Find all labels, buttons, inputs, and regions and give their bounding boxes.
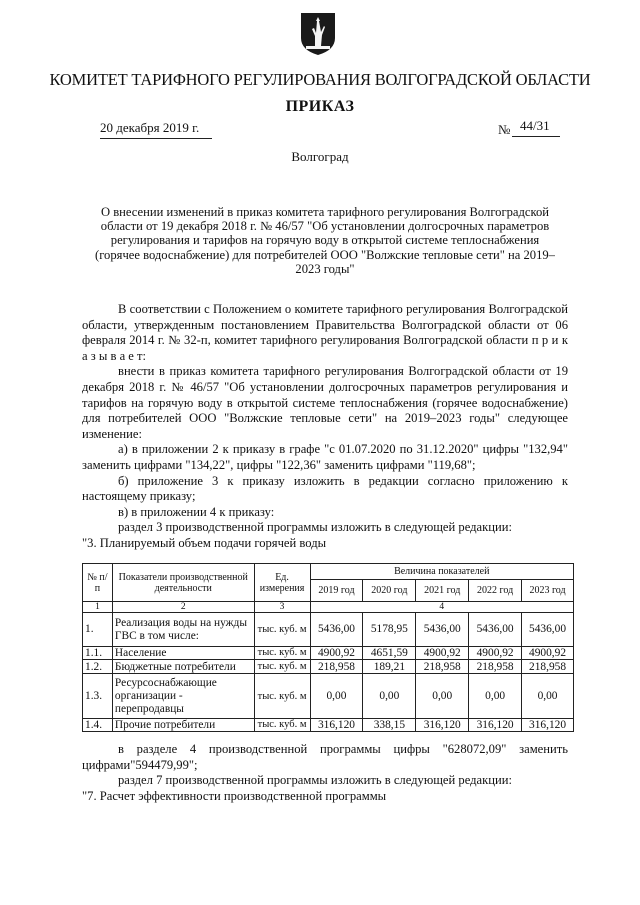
row-name: Население bbox=[112, 647, 254, 660]
date-underline bbox=[100, 138, 212, 139]
row-name: Реализация воды на нужды ГВС в том числе: bbox=[112, 613, 254, 647]
paragraph: "7. Расчет эффективности производственной программы bbox=[82, 788, 387, 803]
number-underline bbox=[512, 136, 560, 137]
index-cell: 4 bbox=[310, 602, 573, 613]
row-value: 5436,00 bbox=[416, 613, 469, 647]
row-value: 0,00 bbox=[522, 674, 574, 719]
row-num: 1.1. bbox=[83, 647, 113, 660]
row-name: Ресурсоснабжающие организации - перепродавцы bbox=[112, 674, 254, 719]
row-value: 218,958 bbox=[469, 660, 522, 674]
table-index-row bbox=[83, 602, 574, 613]
row-num: 1.2. bbox=[83, 660, 113, 674]
row-unit: тыс. куб. м bbox=[254, 647, 310, 660]
row-value: 189,21 bbox=[363, 660, 416, 674]
header-year: 2019 год bbox=[310, 580, 363, 602]
row-value: 316,120 bbox=[469, 719, 522, 732]
row-value: 4900,92 bbox=[416, 647, 469, 660]
paragraph: в) в приложении 4 к приказу: bbox=[118, 504, 275, 519]
row-unit: тыс. куб. м bbox=[254, 719, 310, 732]
paragraph: "3. Планируемый объем подачи горячей воды bbox=[82, 535, 327, 550]
coat-of-arms-icon bbox=[300, 12, 336, 56]
header-year: 2021 год bbox=[416, 580, 469, 602]
paragraph: в разделе 4 производственной программы цифры "628072,09" заменить цифрами"594479,99"; bbox=[82, 742, 568, 772]
table-row bbox=[83, 660, 574, 674]
row-value: 5436,00 bbox=[310, 613, 363, 647]
index-cell: 3 bbox=[254, 602, 310, 613]
row-unit: тыс. куб. м bbox=[254, 660, 310, 674]
paragraph: раздел 3 производственной программы изложить в следующей редакции: bbox=[118, 520, 512, 535]
paragraph: внести в приказ комитета тарифного регулирования Волгоградской области от 19 декабря 2018 г. № 46/57 "Об установлении долгосрочных параметров регулирования и тарифов на горячую воду в открытой системе теплоснабжения (горячее водоснабжение) для потребителей ООО "Волжские тепловые сети" на 2019–2023 годы" следующее изменение: bbox=[82, 364, 568, 441]
index-cell: 2 bbox=[112, 602, 254, 613]
row-value: 5178,95 bbox=[363, 613, 416, 647]
row-value: 0,00 bbox=[310, 674, 363, 719]
row-value: 316,120 bbox=[310, 719, 363, 732]
header-unit: Ед. измерения bbox=[254, 564, 310, 602]
city: Волгоград bbox=[291, 149, 349, 164]
row-value: 218,958 bbox=[522, 660, 574, 674]
row-value: 0,00 bbox=[416, 674, 469, 719]
row-unit: тыс. куб. м bbox=[254, 613, 310, 647]
document-body-continued bbox=[82, 742, 568, 804]
row-value: 4900,92 bbox=[469, 647, 522, 660]
row-num: 1.4. bbox=[83, 719, 113, 732]
row-value: 0,00 bbox=[469, 674, 522, 719]
index-cell: 1 bbox=[83, 602, 113, 613]
document-date: 20 декабря 2019 г. bbox=[100, 120, 200, 135]
paragraph: В соответствии с Положением о комитете тарифного регулирования Волгоградской области, утвержденным постановлением Правительства Волгоградской области от 06 февраля 2014 г. № 32-п, комитет тарифного регулирования Волгоградской области п р и к а з ы в а е т: bbox=[82, 302, 568, 363]
number-sign: № bbox=[498, 122, 511, 137]
paragraph: раздел 7 производственной программы изложить в следующей редакции: bbox=[118, 773, 512, 788]
document-type: ПРИКАЗ bbox=[285, 98, 355, 115]
row-value: 5436,00 bbox=[469, 613, 522, 647]
header-num: № п/п bbox=[83, 564, 113, 602]
row-num: 1. bbox=[83, 613, 113, 647]
row-unit: тыс. куб. м bbox=[254, 674, 310, 719]
row-value: 4900,92 bbox=[310, 647, 363, 660]
row-value: 316,120 bbox=[522, 719, 574, 732]
row-value: 4651,59 bbox=[363, 647, 416, 660]
paragraph: а) в приложении 2 к приказу в графе "с 01.07.2020 по 31.12.2020" цифры "132,94" заменить цифрами "134,22", цифры "122,36" заменить цифрами "119,68"; bbox=[82, 442, 568, 472]
row-value: 316,120 bbox=[416, 719, 469, 732]
row-num: 1.3. bbox=[83, 674, 113, 719]
row-value: 5436,00 bbox=[522, 613, 574, 647]
row-value: 4900,92 bbox=[522, 647, 574, 660]
row-value: 218,958 bbox=[310, 660, 363, 674]
document-number: 44/31 bbox=[520, 118, 550, 133]
header-indicator: Показатели производственной деятельности bbox=[112, 564, 254, 602]
document-body bbox=[82, 302, 568, 552]
table-row bbox=[83, 674, 574, 719]
table-row bbox=[83, 719, 574, 732]
hot-water-volume-table bbox=[82, 563, 574, 732]
row-name: Прочие потребители bbox=[112, 719, 254, 732]
document-subject: О внесении изменений в приказ комитета тарифного регулирования Волгоградской области от 19 декабря 2018 г. № 46/57 "Об установлении долгосрочных параметров регулирования и тарифов на горячую воду в открытой системе теплоснабжения (горячее водоснабжение) для потребителей ООО "Волжские тепловые сети" на 2019–2023 годы" bbox=[95, 205, 555, 276]
table-row bbox=[83, 613, 574, 647]
row-name: Бюджетные потребители bbox=[112, 660, 254, 674]
header-year: 2022 год bbox=[469, 580, 522, 602]
header-year: 2020 год bbox=[363, 580, 416, 602]
row-value: 338,15 bbox=[363, 719, 416, 732]
row-value: 0,00 bbox=[363, 674, 416, 719]
row-value: 218,958 bbox=[416, 660, 469, 674]
header-year: 2023 год bbox=[522, 580, 574, 602]
header-value: Величина показателей bbox=[310, 564, 573, 580]
paragraph: б) приложение 3 к приказу изложить в редакции согласно приложению к настоящему приказу; bbox=[82, 473, 568, 504]
committee-title: КОМИТЕТ ТАРИФНОГО РЕГУЛИРОВАНИЯ ВОЛГОГРАДСКОЙ ОБЛАСТИ bbox=[49, 70, 591, 89]
table-row bbox=[83, 647, 574, 660]
